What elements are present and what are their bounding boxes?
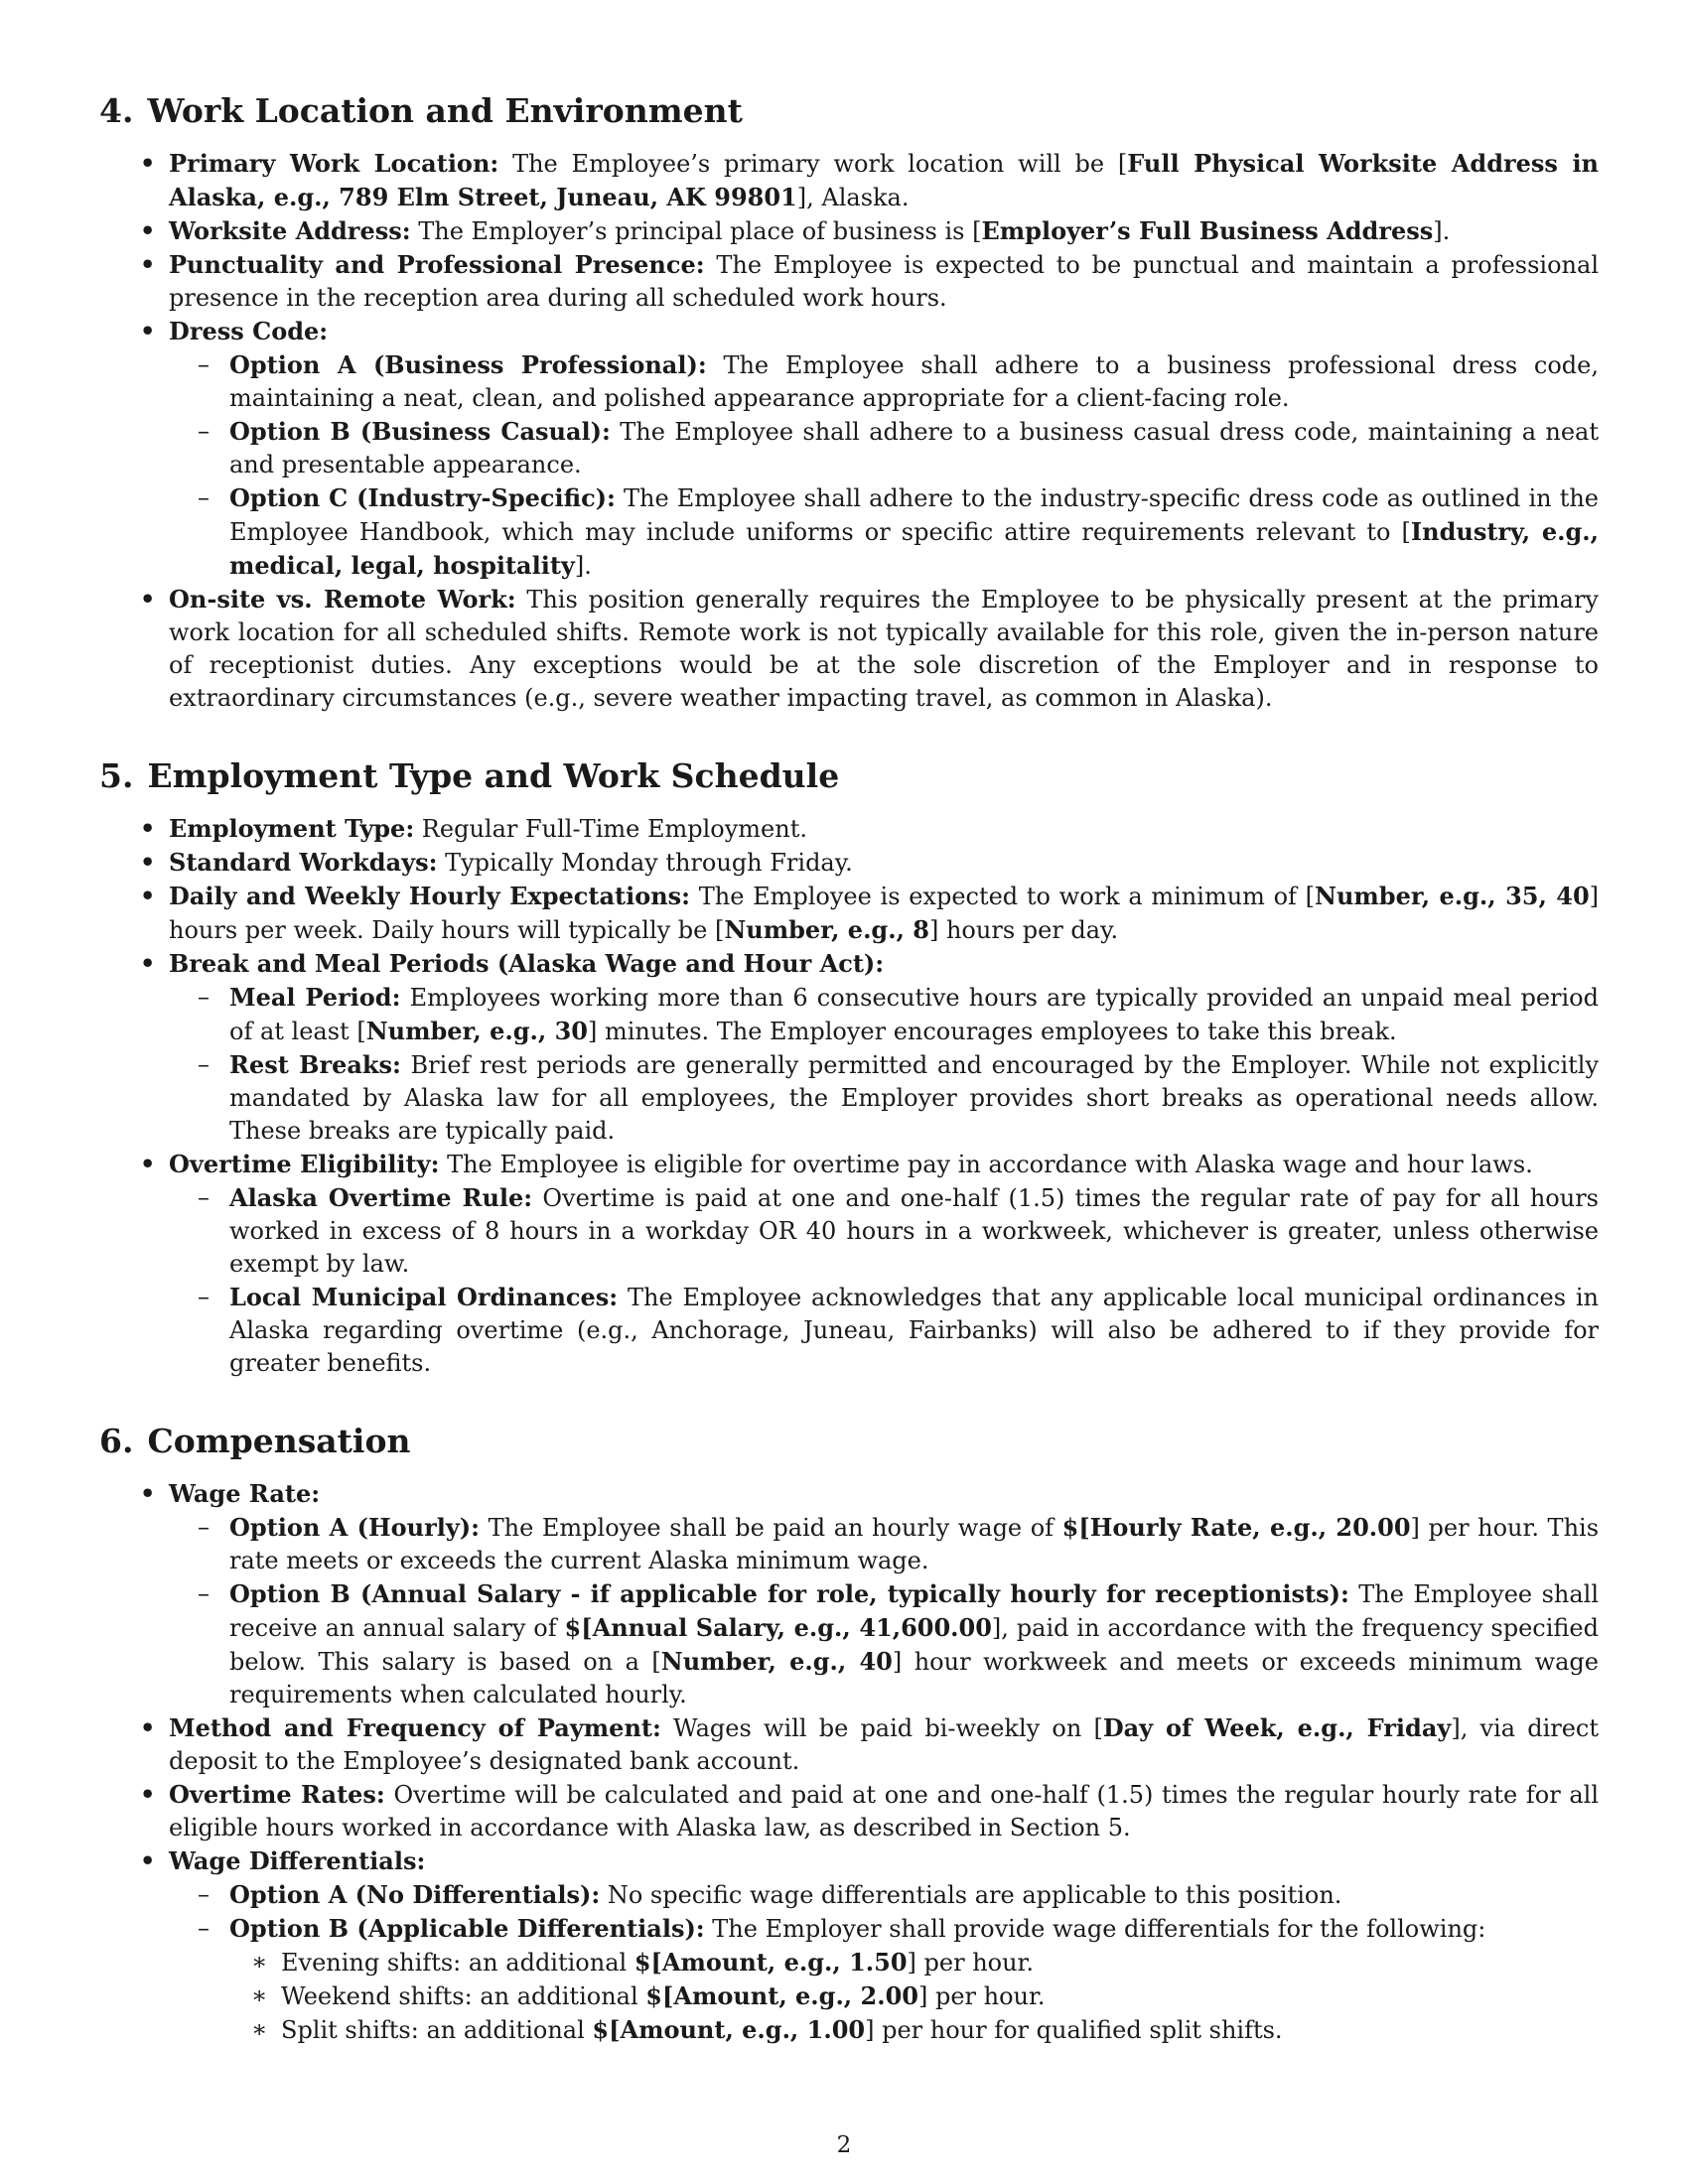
- option-label: Local Municipal Ordinances:: [229, 1283, 619, 1311]
- item-text: The Employee’s primary work location will be [: [498, 150, 1128, 178]
- list-item: [169, 315, 1599, 583]
- placeholder-text: $[Annual Salary, e.g., 41,600.00: [564, 1613, 992, 1642]
- sub-item: [229, 1577, 1599, 1711]
- placeholder-text: $[Amount, e.g., 1.50: [633, 1948, 908, 1977]
- item-label: Overtime Rates:: [169, 1780, 385, 1809]
- item-text: ] hours per day.: [928, 916, 1119, 944]
- sub-item: [229, 1511, 1599, 1577]
- item-text: Employees working more than 6 consecutive hours are typically provided an unpaid meal period of at least [: [229, 984, 1599, 1045]
- placeholder-text: $[Amount, e.g., 1.00: [592, 2015, 866, 2044]
- item-label: Overtime Eligibility:: [169, 1150, 440, 1178]
- differential-item: [281, 1979, 1599, 2013]
- item-label: Primary Work Location:: [169, 149, 499, 178]
- option-label: Alaska Overtime Rule:: [229, 1183, 533, 1212]
- list-item: [169, 214, 1599, 248]
- bullet-list: [99, 812, 1599, 1380]
- option-label: Meal Period:: [229, 983, 401, 1012]
- section-number: 6.: [99, 1422, 134, 1460]
- placeholder-text: Day of Week, e.g., Friday: [1102, 1713, 1452, 1742]
- placeholder-text: $[Amount, e.g., 2.00: [645, 1981, 918, 2010]
- section-number: 5.: [99, 756, 134, 795]
- list-item: [169, 947, 1599, 1148]
- section-heading: [99, 1422, 1599, 1461]
- placeholder-text: Number, e.g., 8: [724, 915, 929, 944]
- list-item: [169, 1148, 1599, 1380]
- item-text: The Employee shall adhere to a business casual dress code, maintaining a neat and presentable appearance.: [229, 418, 1600, 478]
- item-text: The Employee shall be paid an hourly wage of: [480, 1514, 1062, 1542]
- item-text: No specific wage differentials are applicable to this position.: [600, 1881, 1342, 1909]
- placeholder-text: Employer’s Full Business Address: [981, 216, 1434, 245]
- sub-item: [229, 1181, 1599, 1281]
- item-label: Method and Frequency of Payment:: [169, 1713, 661, 1742]
- page-number: 2: [836, 2132, 852, 2158]
- document-page: [99, 91, 1599, 2089]
- item-label: Standard Workdays:: [169, 848, 438, 877]
- option-label: Option B (Annual Salary - if applicable for role, typically hourly for receptionists):: [229, 1579, 1349, 1608]
- sub-list: [169, 1878, 1599, 2047]
- placeholder-text: Number, e.g., 40: [660, 1647, 893, 1676]
- placeholder-text: Industry, e.g., medical, legal, hospitality: [229, 517, 1600, 580]
- list-item: [169, 880, 1599, 947]
- list-item: [169, 1844, 1599, 2047]
- sub-item: [229, 1912, 1599, 2047]
- item-label: On-site vs. Remote Work:: [169, 585, 516, 614]
- option-label: Option B (Business Casual):: [229, 417, 611, 446]
- item-label: Break and Meal Periods (Alaska Wage and Hour Act):: [169, 949, 885, 978]
- sub-list: [169, 348, 1599, 583]
- list-item: [169, 248, 1599, 315]
- sub-sub-list: [229, 1946, 1599, 2047]
- option-label: Option A (No Differentials):: [229, 1880, 601, 1909]
- item-text: ], Alaska.: [796, 184, 910, 211]
- bullet-list: [99, 1477, 1599, 2047]
- item-text: ].: [1433, 217, 1451, 245]
- sub-item: [229, 481, 1599, 583]
- sub-item: [229, 1281, 1599, 1380]
- item-text: ] per hour.: [907, 1949, 1035, 1977]
- item-text: Brief rest periods are generally permitted and encouraged by the Employer. While not explicitly mandated by Alaska law for all employees, the Employer provides short breaks as operational needs allow. These breaks are typically paid.: [229, 1051, 1599, 1145]
- item-text: ] per hour. This rate meets or exceeds the current Alaska minimum wage.: [229, 1514, 1600, 1574]
- option-label: Option C (Industry-Specific):: [229, 483, 616, 512]
- item-text: ] minutes. The Employer encourages employees to take this break.: [588, 1018, 1397, 1045]
- item-label: Worksite Address:: [169, 216, 411, 245]
- sub-item: [229, 1878, 1599, 1912]
- section-title: Employment Type and Work Schedule: [147, 756, 840, 795]
- item-text: Overtime will be calculated and paid at one and one-half (1.5) times the regular hourly rate for all eligible hours worked in accordance with Alaska law, as described in Section 5.: [169, 1781, 1600, 1842]
- item-text: ].: [574, 552, 592, 580]
- placeholder-text: $[Hourly Rate, e.g., 20.00: [1061, 1513, 1411, 1542]
- item-text: The Employee is expected to be punctual and maintain a professional presence in the reception area during all scheduled work hours.: [169, 251, 1599, 312]
- section-6: [99, 1422, 1599, 2047]
- item-text: Wages will be paid bi-weekly on [: [660, 1714, 1103, 1742]
- item-label: Punctuality and Professional Presence:: [169, 250, 705, 279]
- item-label: Wage Differentials:: [169, 1846, 426, 1875]
- sub-item: [229, 415, 1599, 481]
- sub-list: [169, 1511, 1599, 1711]
- item-text: This position generally requires the Employee to be physically present at the primary work location for all scheduled shifts. Remote work is not typically available for this role, given the in-person nature of receptionist duties. Any exceptions would be at the sole discretion of the Employer and in response to extraordinary circumstances (e.g., severe weather impacting travel, as common in Alaska).: [169, 586, 1599, 712]
- option-label: Option A (Business Professional):: [229, 350, 707, 379]
- item-text: The Employee acknowledges that any applicable local municipal ordinances in Alaska regarding overtime (e.g., Anchorage, Juneau, Fairbanks) will also be adhered to if they provide for greater benefits.: [229, 1284, 1599, 1377]
- item-label: Wage Rate:: [169, 1479, 321, 1508]
- bullet-list: [99, 147, 1599, 715]
- sub-item: [229, 1048, 1599, 1148]
- option-label: Rest Breaks:: [229, 1050, 401, 1079]
- list-item: [169, 846, 1599, 880]
- sub-item: [229, 981, 1599, 1048]
- section-5: [99, 756, 1599, 1380]
- item-text: Overtime is paid at one and one-half (1.5) times the regular rate of pay for all hours worked in excess of 8 hours in a workday OR 40 hours in a workweek, whichever is greater, unless otherwise exempt by law.: [229, 1184, 1599, 1278]
- item-text: The Employer’s principal place of business is [: [410, 217, 982, 245]
- list-item: [169, 1711, 1599, 1778]
- list-item: [169, 147, 1599, 214]
- differential-item: [281, 2013, 1599, 2047]
- list-item: [169, 1477, 1599, 1711]
- item-text: The Employee shall receive an annual salary of: [229, 1580, 1599, 1642]
- item-text: ], via direct deposit to the Employee’s designated bank account.: [169, 1714, 1600, 1775]
- placeholder-text: Number, e.g., 30: [365, 1017, 588, 1045]
- item-text: Weekend shifts: an additional: [281, 1982, 646, 2010]
- section-heading: [99, 91, 1599, 131]
- item-text: ], paid in accordance with the frequency specified below. This salary is based on a [: [229, 1614, 1599, 1676]
- item-text: ] hour workweek and meets or exceeds minimum wage requirements when calculated hourly.: [229, 1648, 1600, 1708]
- item-label: Daily and Weekly Hourly Expectations:: [169, 882, 691, 910]
- item-text: The Employee is eligible for overtime pay in accordance with Alaska wage and hour laws.: [439, 1151, 1533, 1178]
- sub-item: [229, 348, 1599, 415]
- differential-item: [281, 1946, 1599, 1979]
- item-text: ] hours per week. Daily hours will typically be [: [169, 883, 1600, 944]
- sub-list: [169, 981, 1599, 1148]
- item-text: Regular Full-Time Employment.: [414, 815, 807, 843]
- item-text: The Employee is expected to work a minimum of [: [690, 883, 1316, 910]
- list-item: [169, 812, 1599, 846]
- option-label: Option B (Applicable Differentials):: [229, 1914, 705, 1943]
- list-item: [169, 583, 1599, 715]
- item-text: Typically Monday through Friday.: [437, 849, 853, 877]
- item-text: Split shifts: an additional: [281, 2016, 593, 2044]
- section-heading: [99, 756, 1599, 796]
- item-text: ] per hour.: [917, 1982, 1046, 2010]
- sub-list: [169, 1181, 1599, 1380]
- item-text: The Employee shall adhere to the industry-specific dress code as outlined in the Employee Handbook, which may include uniforms or specific attire requirements relevant to [: [229, 484, 1599, 546]
- item-label: Employment Type:: [169, 814, 415, 843]
- item-text: The Employer shall provide wage differentials for the following:: [704, 1915, 1486, 1943]
- placeholder-text: Number, e.g., 35, 40: [1315, 882, 1590, 910]
- item-label: Dress Code:: [169, 317, 329, 345]
- list-item: [169, 1778, 1599, 1844]
- item-text: ] per hour for qualified split shifts.: [865, 2016, 1283, 2044]
- placeholder-text: Full Physical Worksite Address in Alaska, e.g., 789 Elm Street, Juneau, AK 99801: [169, 149, 1600, 211]
- section-title: Compensation: [147, 1422, 411, 1460]
- option-label: Option A (Hourly):: [229, 1513, 481, 1542]
- section-4: [99, 91, 1599, 715]
- section-title: Work Location and Environment: [147, 91, 743, 130]
- item-text: Evening shifts: an additional: [281, 1949, 634, 1977]
- section-number: 4.: [99, 91, 134, 130]
- item-text: The Employee shall adhere to a business professional dress code, maintaining a neat, clean, and polished appearance appropriate for a client-facing role.: [229, 351, 1599, 412]
